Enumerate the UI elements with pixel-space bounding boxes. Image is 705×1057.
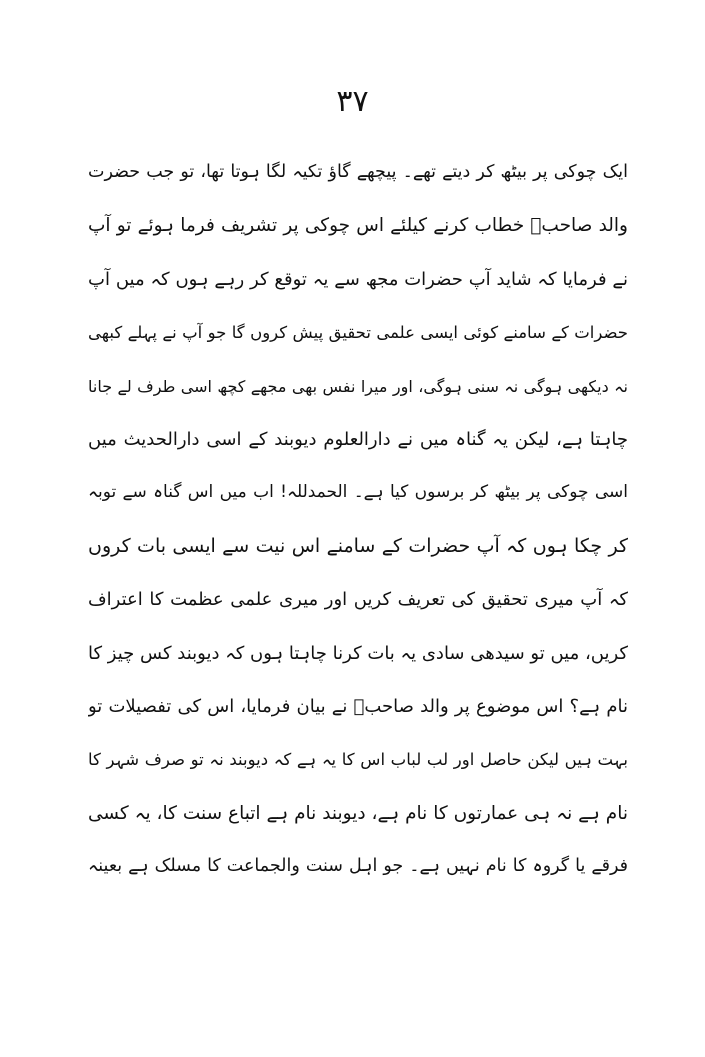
text-line: بہت ہیں لیکن حاصل اور لب لباب اس کا یہ ہے کہ دیوبند نہ تو صرف شہر کا bbox=[88, 750, 628, 770]
text-line: چاہتا ہے، لیکن یہ گناہ میں نے دارالعلوم دیوبند کے اسی دارالحدیث میں bbox=[88, 428, 628, 450]
text-line: کریں، میں تو سیدھی سادی یہ بات کرنا چاہتا ہوں کہ دیوبند کس چیز کا bbox=[88, 642, 628, 664]
page-number: ۳۷ bbox=[336, 84, 369, 119]
text-line: نہ دیکھی ہوگی نہ سنی ہوگی، اور میرا نفس بھی مجھے کچھ اسی طرف لے جانا bbox=[88, 376, 628, 396]
text-line: فرقے یا گروہ کا نام نہیں ہے۔ جو اہل سنت والجماعت کا مسلک ہے بعینہ bbox=[88, 856, 628, 877]
text-line: ایک چوکی پر بیٹھ کر دیتے تھے۔ پیچھے گاؤ تکیہ لگا ہوتا تھا، تو جب حضرت bbox=[88, 162, 628, 182]
text-line: کر چکا ہوں کہ آپ حضرات کے سامنے اس نیت سے ایسی بات کروں bbox=[88, 534, 628, 557]
text-line: نے فرمایا کہ شاید آپ حضرات مجھ سے یہ توقع کر رہے ہوں کہ میں آپ bbox=[88, 268, 628, 290]
text-line: حضرات کے سامنے کوئی ایسی علمی تحقیق پیش کروں گا جو آپ نے پہلے کبھی bbox=[88, 323, 628, 343]
text-line: نام ہے؟ اس موضوع پر والد صاحبؒ نے بیان فرمایا، اس کی تفصیلات تو bbox=[88, 695, 628, 717]
text-line: کہ آپ میری تحقیق کی تعریف کریں اور میری علمی عظمت کا اعتراف bbox=[88, 589, 628, 611]
text-line: اسی چوکی پر بیٹھ کر برسوں کیا ہے۔ الحمدللہ! اب میں اس گناہ سے توبہ bbox=[88, 482, 628, 503]
text-line: نام ہے نہ ہی عمارتوں کا نام ہے، دیوبند نام ہے اتباع سنت کا، یہ کسی bbox=[88, 802, 628, 824]
body-text bbox=[88, 146, 628, 893]
text-line: والد صاحبؒ خطاب کرنے کیلئے اس چوکی پر تشریف فرما ہوئے تو آپ bbox=[88, 215, 628, 237]
